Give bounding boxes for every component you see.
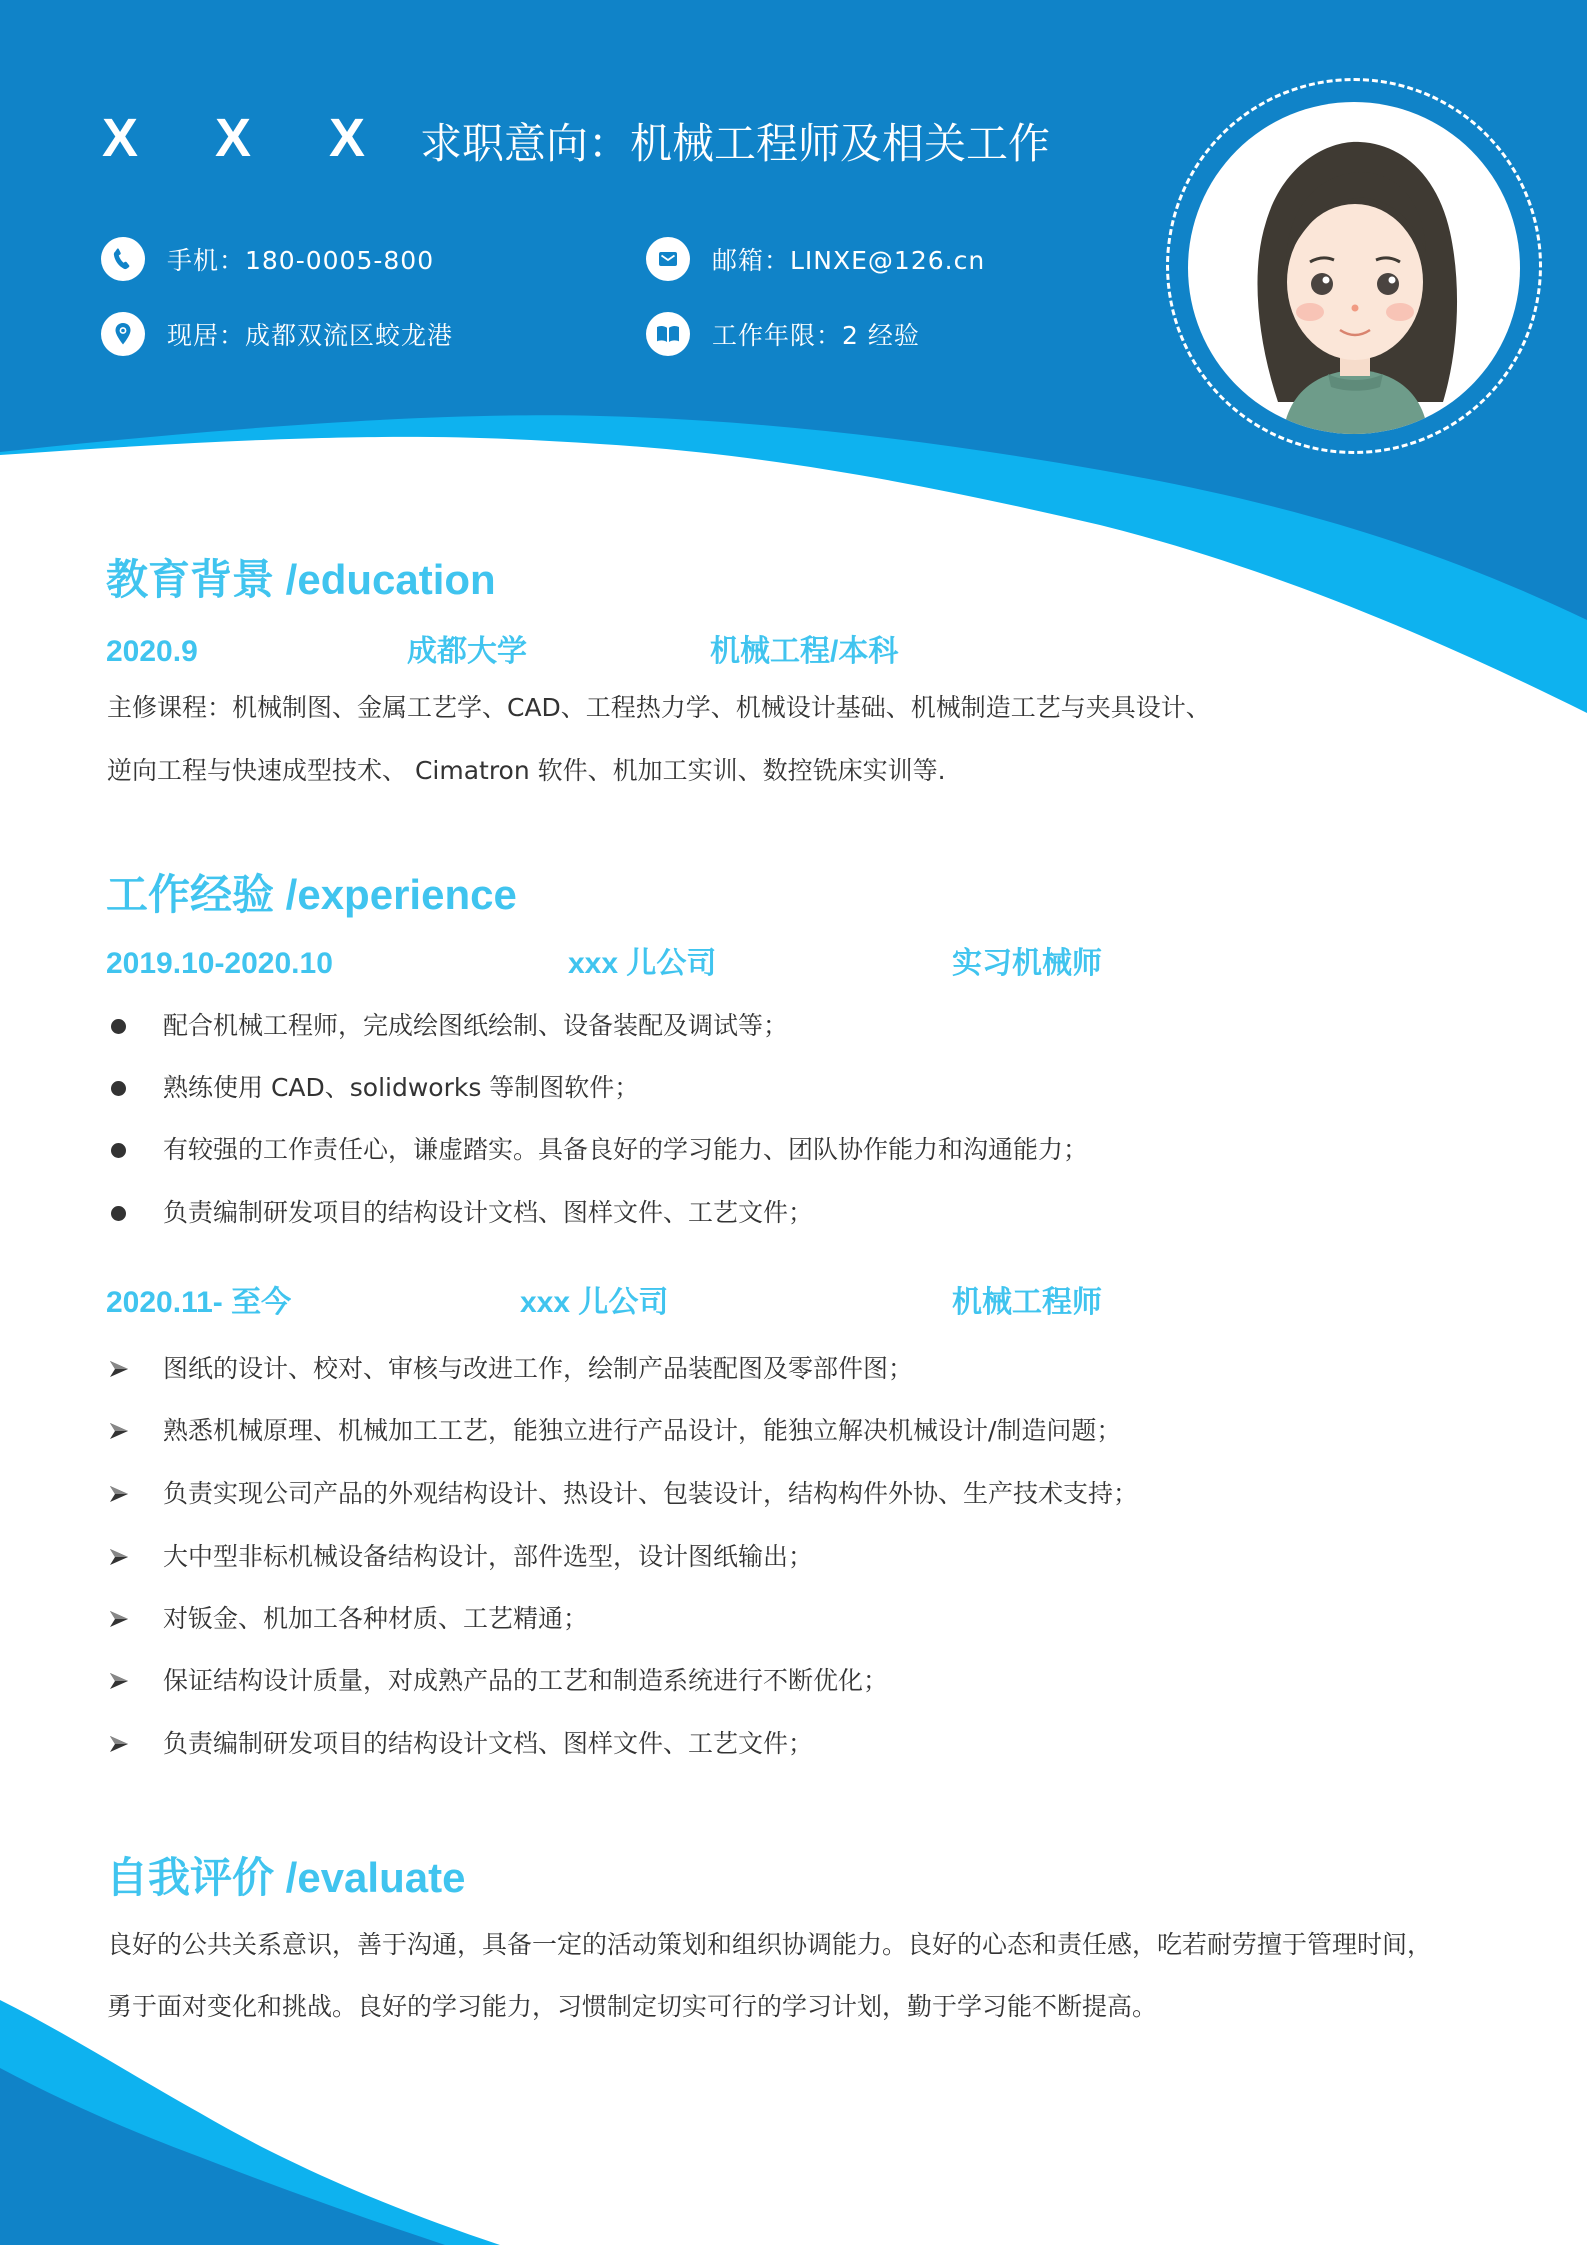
book-icon xyxy=(646,312,690,356)
section-title-education: 教育背景 /education xyxy=(106,556,496,603)
job-position: 机械工程师 xyxy=(952,1286,1102,1319)
bullet-dot-icon xyxy=(111,1143,126,1158)
mail-icon xyxy=(646,237,690,281)
job-date: 2020.11- 至今 xyxy=(106,1286,292,1319)
arrow-bullet-icon xyxy=(109,1610,129,1628)
phone-icon xyxy=(101,237,145,281)
job-duty: 大中型非标机械设备结构设计，部件选型，设计图纸输出； xyxy=(163,1542,814,1571)
location-pin-icon xyxy=(101,312,145,356)
education-date: 2020.9 xyxy=(106,635,198,668)
avatar xyxy=(1188,102,1520,434)
job-duty: 对钣金、机加工各种材质、工艺精通； xyxy=(163,1604,589,1633)
job-duty: 负责编制研发项目的结构设计文档、图样文件、工艺文件； xyxy=(163,1729,814,1758)
name-letter: X xyxy=(215,108,252,168)
education-courses-line: 主修课程：机械制图、金属工艺学、CAD、工程热力学、机械设计基础、机械制造工艺与夹具设计、 xyxy=(107,693,1211,722)
name-letter: X xyxy=(329,108,366,168)
arrow-bullet-icon xyxy=(109,1360,129,1378)
education-school: 成都大学 xyxy=(407,635,527,668)
contact-work-years xyxy=(646,311,920,357)
job-duty: 熟悉机械原理、机械加工工艺，能独立进行产品设计，能独立解决机械设计/制造问题； xyxy=(163,1416,1122,1445)
arrow-bullet-icon xyxy=(109,1548,129,1566)
contact-email xyxy=(646,236,985,282)
location-text: 现居：成都双流区蛟龙港 xyxy=(167,321,454,350)
contact-phone xyxy=(101,236,434,282)
bullet-dot-icon xyxy=(111,1019,126,1034)
job-company: xxx 儿公司 xyxy=(568,947,717,980)
contact-location xyxy=(101,311,453,357)
job-duty: 配合机械工程师，完成绘图纸绘制、设备装配及调试等； xyxy=(163,1011,789,1040)
job-intent: 求职意向：机械工程师及相关工作 xyxy=(420,119,1051,168)
section-title-experience: 工作经验 /experience xyxy=(106,871,517,918)
job-duty: 有较强的工作责任心，谦虚踏实。具备良好的学习能力、团队协作能力和沟通能力； xyxy=(163,1135,1089,1164)
education-courses-line: 逆向工程与快速成型技术、 Cimatron 软件、机加工实训、数控铣床实训等. xyxy=(107,756,946,785)
job-duty: 负责编制研发项目的结构设计文档、图样文件、工艺文件； xyxy=(163,1198,814,1227)
job-date: 2019.10-2020.10 xyxy=(106,947,333,980)
arrow-bullet-icon xyxy=(109,1672,129,1690)
job-duty: 图纸的设计、校对、审核与改进工作，绘制产品装配图及零部件图； xyxy=(163,1354,914,1383)
job-duty: 负责实现公司产品的外观结构设计、热设计、包装设计，结构构件外协、生产技术支持； xyxy=(163,1479,1139,1508)
job-position: 实习机械师 xyxy=(952,947,1102,980)
education-major: 机械工程/本科 xyxy=(710,635,899,668)
bullet-dot-icon xyxy=(111,1206,126,1221)
name-letter: X xyxy=(102,108,139,168)
arrow-bullet-icon xyxy=(109,1735,129,1753)
evaluation-line: 勇于面对变化和挑战。良好的学习能力，习惯制定切实可行的学习计划，勤于学习能不断提高。 xyxy=(107,1992,1158,2021)
bullet-dot-icon xyxy=(111,1081,126,1096)
job-company: xxx 儿公司 xyxy=(520,1286,669,1319)
section-title-evaluation: 自我评价 /evaluate xyxy=(106,1854,466,1901)
phone-text: 手机：180-0005-800 xyxy=(167,246,435,275)
cartoon-girl-avatar-icon xyxy=(1188,102,1520,434)
arrow-bullet-icon xyxy=(109,1485,129,1503)
job-duty: 保证结构设计质量，对成熟产品的工艺和制造系统进行不断优化； xyxy=(163,1666,889,1695)
evaluation-line: 良好的公共关系意识，善于沟通，具备一定的活动策划和组织协调能力。良好的心态和责任感，吃若耐劳擅于管理时间， xyxy=(107,1930,1433,1959)
email-text: 邮箱：LINXE@126.cn xyxy=(712,246,986,275)
arrow-bullet-icon xyxy=(109,1422,129,1440)
job-duty: 熟练使用 CAD、solidworks 等制图软件； xyxy=(163,1073,640,1102)
work-years-text: 工作年限：2 经验 xyxy=(712,321,920,350)
